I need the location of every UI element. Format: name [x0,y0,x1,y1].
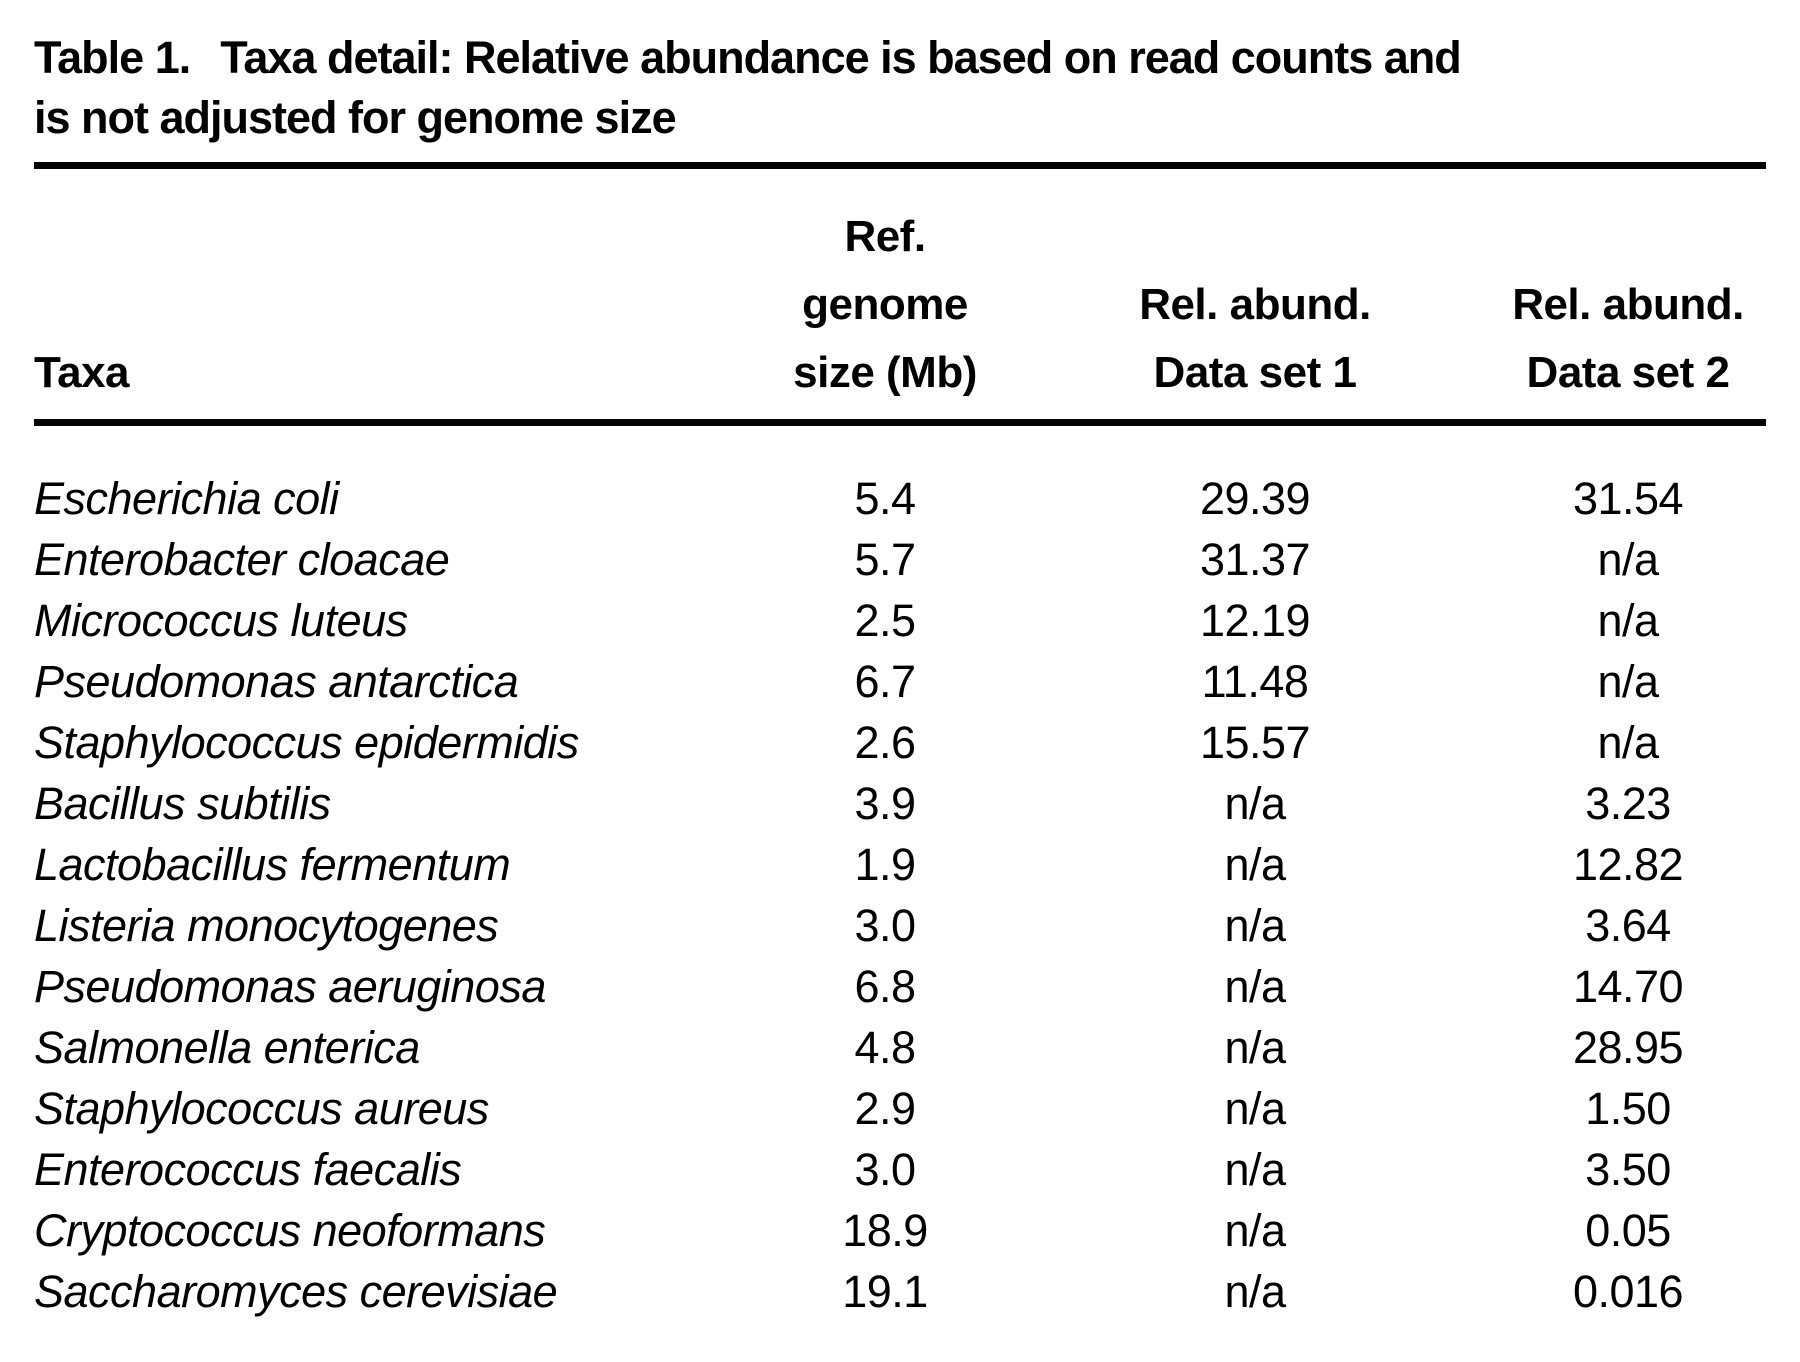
table-row [34,712,1766,773]
table-label: Table 1. [34,32,191,83]
rel-abund-dataset1-cell: n/a [1224,961,1286,1012]
table-row [34,1017,1766,1078]
taxa-name-cell: Cryptococcus neoformans [34,1205,546,1256]
taxa-name-cell: Pseudomonas aeruginosa [34,961,546,1012]
ref-genome-size-cell: 5.7 [854,534,916,585]
ref-genome-size-cell: 2.9 [854,1083,916,1134]
taxa-header-label: Taxa [34,348,130,397]
rel-abund-dataset1-cell: 31.37 [1199,534,1311,585]
table-row [34,834,1766,895]
taxa-name-cell: Staphylococcus aureus [34,1083,489,1134]
column-header-rel-abund-dataset-1 [1020,169,1490,423]
taxa-name-cell: Bacillus subtilis [34,778,331,829]
rel-abund-dataset2-cell: n/a [1597,656,1659,707]
rel-abund-dataset1-cell: n/a [1224,1083,1286,1134]
table-row [34,773,1766,834]
caption-bottom-rule [34,162,1766,169]
table-caption [34,28,1766,148]
column-header-rel-abund-dataset-2 [1490,169,1766,423]
ref-header-line-2: genome [802,280,968,329]
taxa-name-cell: Pseudomonas antarctica [34,656,519,707]
taxa-name-cell: Lactobacillus fermentum [34,839,511,890]
ref-genome-size-cell: 3.9 [854,778,916,829]
taxa-name-cell: Enterococcus faecalis [34,1144,462,1195]
rel-abund-dataset1-cell: n/a [1224,900,1286,951]
rel-abund-dataset1-cell: n/a [1224,1022,1286,1073]
rel-abund-dataset1-cell: 29.39 [1199,473,1311,524]
rel-abund-dataset2-cell: 0.016 [1572,1266,1684,1317]
ref-header-line-3: size (Mb) [793,348,977,397]
rel-abund-dataset1-cell: 11.48 [1201,656,1309,707]
caption-line-1: Taxa detail: Relative abundance is based on read counts and [220,32,1461,83]
ref-genome-size-cell: 18.9 [842,1205,928,1256]
ref-genome-size-cell: 4.8 [854,1022,916,1073]
taxa-name-cell: Escherichia coli [34,473,339,524]
ref-genome-size-cell: 6.7 [854,656,916,707]
table-row [34,895,1766,956]
table-row [34,1261,1766,1322]
rel-abund-dataset1-cell: n/a [1224,839,1286,890]
rel-abund-dataset2-cell: 3.23 [1585,778,1671,829]
table-row [34,423,1766,530]
taxa-name-cell: Staphylococcus epidermidis [34,717,579,768]
rel-abund-dataset2-cell: 12.82 [1572,839,1684,890]
table-body [34,423,1766,1323]
rel-abund-dataset2-cell: 3.50 [1585,1144,1671,1195]
rel-abund-dataset1-cell: 15.57 [1199,717,1311,768]
rel-abund-dataset2-cell: n/a [1597,534,1659,585]
taxa-name-cell: Micrococcus luteus [34,595,408,646]
header-row [34,169,1766,423]
ref-genome-size-cell: 5.4 [854,473,916,524]
column-header-ref-genome-size [750,169,1020,423]
rel-abund-dataset1-cell: n/a [1224,1144,1286,1195]
ref-header-line-1: Ref. [844,212,926,261]
rel-abund-dataset2-cell: n/a [1597,717,1659,768]
table-header [34,169,1766,423]
table-row [34,956,1766,1017]
rel-abund-dataset2-cell: 28.95 [1572,1022,1684,1073]
rel-abund-dataset1-cell: n/a [1224,1205,1286,1256]
rel-abund-dataset1-cell: n/a [1224,778,1286,829]
rel-abund-dataset2-cell: 3.64 [1585,900,1671,951]
ref-genome-size-cell: 2.5 [854,595,916,646]
table-row [34,590,1766,651]
ref-genome-size-cell: 1.9 [854,839,916,890]
table-row [34,1200,1766,1261]
table-row [34,651,1766,712]
taxa-name-cell: Saccharomyces cerevisiae [34,1266,558,1317]
taxa-name-cell: Listeria monocytogenes [34,900,499,951]
ref-genome-size-cell: 3.0 [854,1144,916,1195]
rel-abund-dataset2-cell: 1.50 [1585,1083,1671,1134]
rel-abund-dataset2-cell: 0.05 [1585,1205,1671,1256]
dataset2-header-line-2: Data set 2 [1526,348,1730,397]
ref-genome-size-cell: 6.8 [854,961,916,1012]
rel-abund-dataset2-cell: n/a [1597,595,1659,646]
table-row [34,529,1766,590]
dataset2-header-line-1: Rel. abund. [1512,280,1744,329]
rel-abund-dataset1-cell: 12.19 [1199,595,1311,646]
taxa-table [34,169,1766,1322]
caption-line-2: is not adjusted for genome size [34,92,676,143]
rel-abund-dataset2-cell: 14.70 [1572,961,1684,1012]
ref-genome-size-cell: 2.6 [854,717,916,768]
dataset1-header-line-2: Data set 1 [1153,348,1357,397]
ref-genome-size-cell: 19.1 [842,1266,928,1317]
taxa-name-cell: Enterobacter cloacae [34,534,450,585]
rel-abund-dataset2-cell: 31.54 [1572,473,1684,524]
taxa-name-cell: Salmonella enterica [34,1022,420,1073]
dataset1-header-line-1: Rel. abund. [1139,280,1371,329]
table-row [34,1078,1766,1139]
rel-abund-dataset1-cell: n/a [1224,1266,1286,1317]
table-row [34,1139,1766,1200]
column-header-taxa [34,169,750,423]
ref-genome-size-cell: 3.0 [854,900,916,951]
